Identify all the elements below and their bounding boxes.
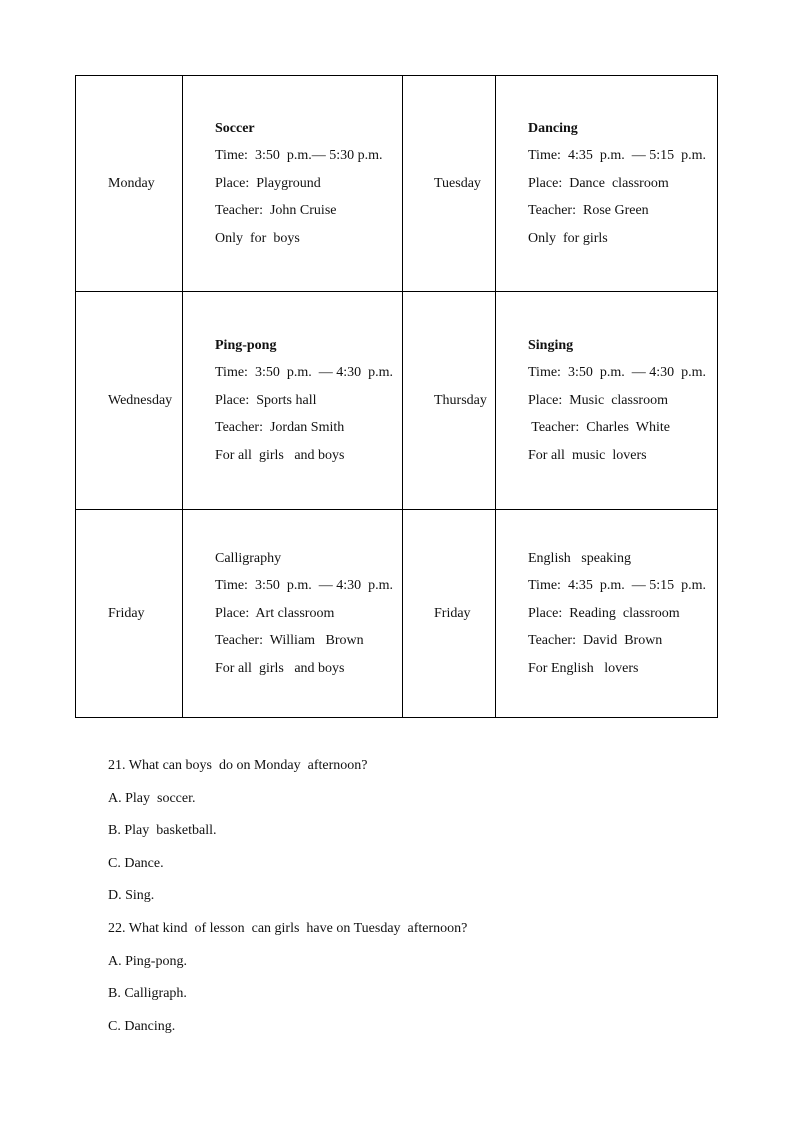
day-cell: Monday bbox=[76, 76, 183, 292]
day-cell: Wednesday bbox=[76, 292, 183, 510]
answer-option: D. Sing. bbox=[108, 888, 155, 904]
activity-title: Ping-pong bbox=[215, 337, 277, 353]
club-schedule-table bbox=[75, 75, 718, 718]
activity-place: Place: Art classroom bbox=[215, 605, 335, 621]
schedule-row bbox=[76, 510, 718, 718]
activity-teacher: Teacher: Jordan Smith bbox=[215, 420, 345, 436]
activity-cell bbox=[496, 76, 718, 292]
activity-title: Soccer bbox=[215, 120, 255, 136]
activity-time: Time: 3:50 p.m. — 4:30 p.m. bbox=[215, 365, 394, 381]
activity-note: For all girls and boys bbox=[215, 447, 345, 463]
activity-note: For English lovers bbox=[528, 660, 639, 676]
activity-teacher: Teacher: Rose Green bbox=[528, 203, 649, 219]
activity-note: For all girls and boys bbox=[215, 660, 345, 676]
schedule-row bbox=[76, 292, 718, 510]
activity-note: Only for girls bbox=[528, 230, 608, 246]
activity-time: Time: 4:35 p.m. — 5:15 p.m. bbox=[528, 578, 707, 594]
activity-cell bbox=[183, 292, 403, 510]
activity-teacher: Teacher: Charles White bbox=[528, 420, 670, 436]
activity-place: Place: Sports hall bbox=[215, 392, 317, 408]
answer-option: A. Play soccer. bbox=[108, 790, 196, 806]
activity-place: Place: Reading classroom bbox=[528, 605, 680, 621]
activity-title: Calligraphy bbox=[215, 550, 282, 566]
activity-teacher: Teacher: William Brown bbox=[215, 633, 364, 649]
answer-option: C. Dance. bbox=[108, 855, 164, 871]
question-stem: 22. What kind of lesson can girls have on Tuesday afternoon? bbox=[108, 920, 468, 936]
day-cell: Tuesday bbox=[403, 76, 496, 292]
activity-title: English speaking bbox=[528, 550, 632, 566]
activity-place: Place: Playground bbox=[215, 175, 321, 191]
activity-time: Time: 3:50 p.m.— 5:30 p.m. bbox=[215, 148, 383, 164]
answer-option: C. Dancing. bbox=[108, 1018, 176, 1034]
activity-teacher: Teacher: John Cruise bbox=[215, 203, 337, 219]
activity-time: Time: 3:50 p.m. — 4:30 p.m. bbox=[215, 578, 394, 594]
activity-cell bbox=[183, 510, 403, 718]
answer-option: B. Play basketball. bbox=[108, 823, 217, 839]
day-cell: Friday bbox=[76, 510, 183, 718]
activity-title: Singing bbox=[528, 337, 574, 353]
activity-place: Place: Dance classroom bbox=[528, 175, 669, 191]
activity-cell bbox=[496, 292, 718, 510]
day-cell: Thursday bbox=[403, 292, 496, 510]
activity-time: Time: 3:50 p.m. — 4:30 p.m. bbox=[528, 365, 707, 381]
questions-section bbox=[108, 752, 708, 1045]
activity-note: Only for boys bbox=[215, 230, 300, 246]
activity-place: Place: Music classroom bbox=[528, 392, 668, 408]
day-cell: Friday bbox=[403, 510, 496, 718]
schedule-row bbox=[76, 76, 718, 292]
activity-title: Dancing bbox=[528, 120, 578, 136]
activity-cell bbox=[183, 76, 403, 292]
question-stem: 21. What can boys do on Monday afternoon? bbox=[108, 758, 368, 773]
answer-option: B. Calligraph. bbox=[108, 986, 187, 1002]
activity-time: Time: 4:35 p.m. — 5:15 p.m. bbox=[528, 148, 707, 164]
answer-option: A. Ping-pong. bbox=[108, 953, 187, 969]
activity-teacher: Teacher: David Brown bbox=[528, 633, 663, 649]
activity-cell bbox=[496, 510, 718, 718]
activity-note: For all music lovers bbox=[528, 447, 647, 463]
